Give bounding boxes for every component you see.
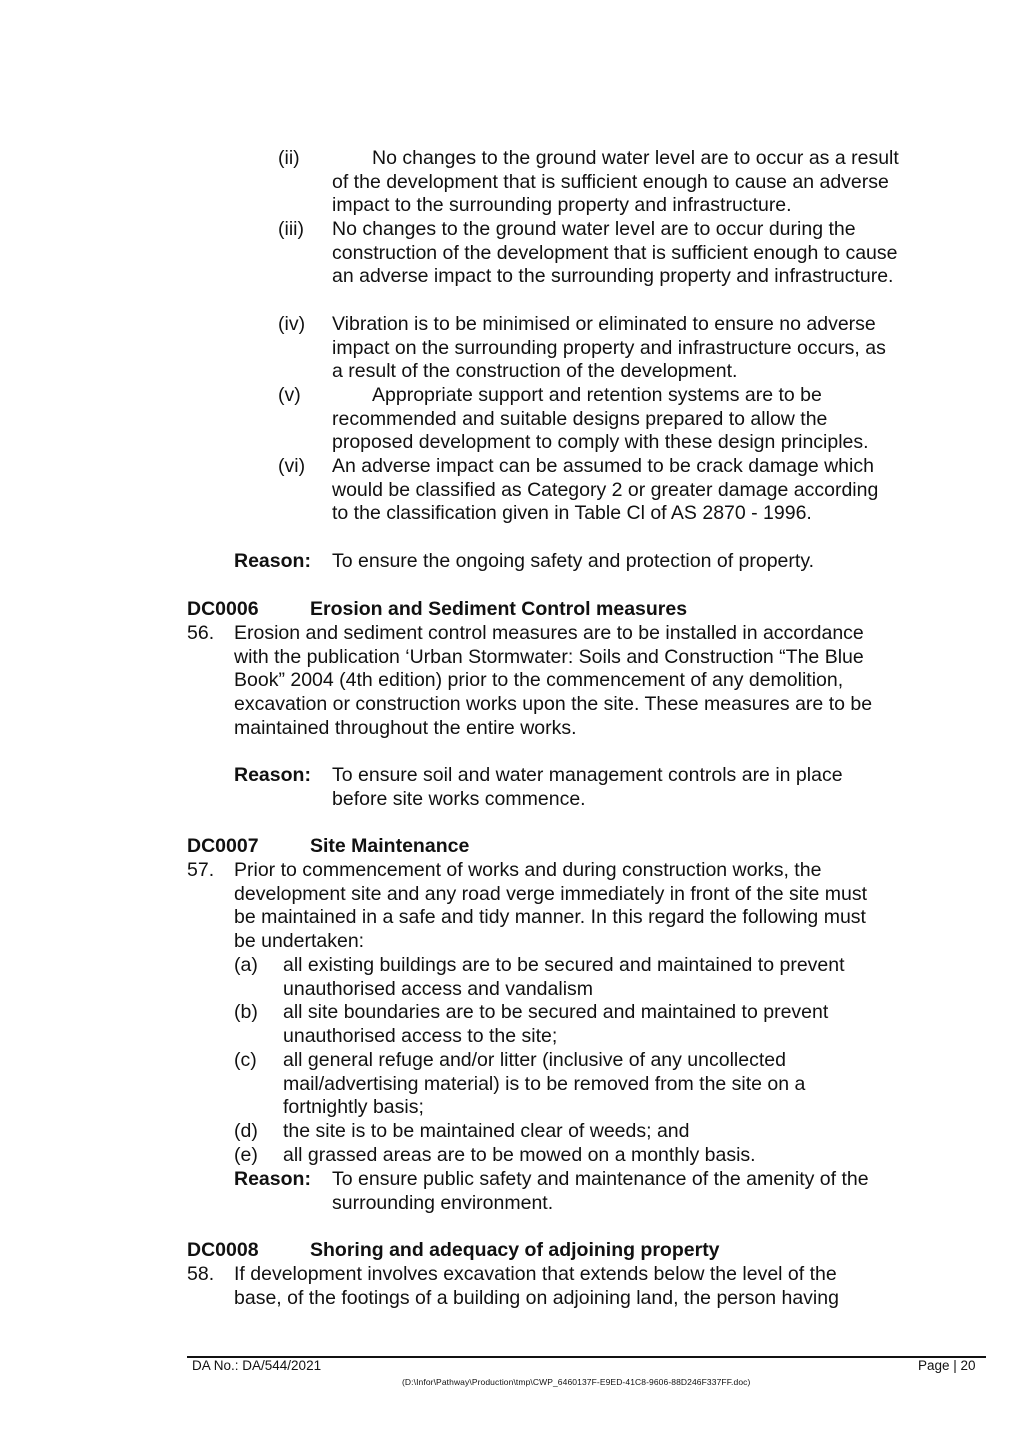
condition-number: 58. [187, 1263, 215, 1285]
condition-body: If development involves excavation that extends below the level of the base, of the footings of a building on adjoining land, the person having [234, 1263, 839, 1309]
reason-label: Reason: [234, 764, 311, 786]
list-marker: (e) [234, 1144, 258, 1166]
reason-label: Reason: [234, 1168, 311, 1190]
list-marker: (a) [234, 954, 258, 976]
footer-file-path: (D:\Infor\Pathway\Production\tmp\CWP_6460137F-E9ED-41C8-9606-88D246F337FF.doc) [402, 1377, 751, 1387]
list-marker: (b) [234, 1001, 258, 1023]
subitem-text: No changes to the ground water level are to occur as a result of the development that is sufficient enough to cause an adverse impact to the surrounding property and infrastructure. [332, 147, 899, 217]
section-title: Erosion and Sediment Control measures [310, 598, 688, 620]
reason-text: To ensure the ongoing safety and protection of property. [332, 550, 815, 572]
list-item-text: all site boundaries are to be secured and maintained to prevent unauthorised access to the site; [283, 1001, 829, 1047]
reason-text: To ensure public safety and maintenance of the amenity of the surrounding environment. [332, 1168, 869, 1214]
reason-text: To ensure soil and water management controls are in place before site works commence. [332, 764, 843, 810]
list-item-text: all general refuge and/or litter (inclusive of any uncollected mail/advertising material) is to be removed from the site on a fortnightly basis; [283, 1049, 806, 1119]
list-marker: (d) [234, 1120, 258, 1142]
list-item-text: the site is to be maintained clear of weeds; and [283, 1120, 690, 1142]
condition-body: Erosion and sediment control measures are to be installed in accordance with the publication ‘Urban Stormwater: Soils and Construction “The Blue Book” 2004 (4th edition) prior to the commencement of any demolition, excavation or construction works upon the site. These measures are to be maintained throughout the entire works. [234, 622, 873, 739]
subitem-text: No changes to the ground water level are to occur during the construction of the development that is sufficient enough to cause an adverse impact to the surrounding property and infrastructure. [332, 218, 898, 288]
footer-da-number: DA No.: DA/544/2021 [192, 1358, 322, 1373]
subitem-text: Vibration is to be minimised or eliminated to ensure no adverse impact on the surrounding property and infrastructure occurs, as a result of the construction of the development. [332, 313, 886, 383]
subitem-marker: (vi) [278, 455, 306, 477]
subitem-marker: (v) [278, 384, 301, 406]
footer-page-number: Page | 20 [918, 1358, 976, 1373]
section-title: Site Maintenance [310, 835, 470, 857]
list-marker: (c) [234, 1049, 257, 1071]
condition-number: 57. [187, 859, 215, 881]
subitem-marker: (iii) [278, 218, 304, 240]
section-title: Shoring and adequacy of adjoining property [310, 1239, 720, 1261]
subitem-text: Appropriate support and retention systems are to be recommended and suitable designs prepared to allow the proposed development to comply with these design principles. [332, 384, 869, 454]
list-item-text: all grassed areas are to be mowed on a monthly basis. [283, 1144, 756, 1166]
reason-label: Reason: [234, 550, 311, 572]
list-item-text: all existing buildings are to be secured and maintained to prevent unauthorised access and vandalism [283, 954, 845, 1000]
section-code: DC0008 [187, 1239, 259, 1261]
section-code: DC0006 [187, 598, 259, 620]
subitem-marker: (iv) [278, 313, 306, 335]
subitem-text: An adverse impact can be assumed to be crack damage which would be classified as Category 2 or greater damage according to the classification given in Table Cl of AS 2870 - 1996. [332, 455, 879, 525]
condition-number: 56. [187, 622, 215, 644]
section-code: DC0007 [187, 835, 259, 857]
condition-body: Prior to commencement of works and during construction works, the development site and any road verge immediately in front of the site must be maintained in a safe and tidy manner. In this regard the following must be undertaken: [234, 859, 867, 953]
subitem-marker: (ii) [278, 147, 300, 169]
